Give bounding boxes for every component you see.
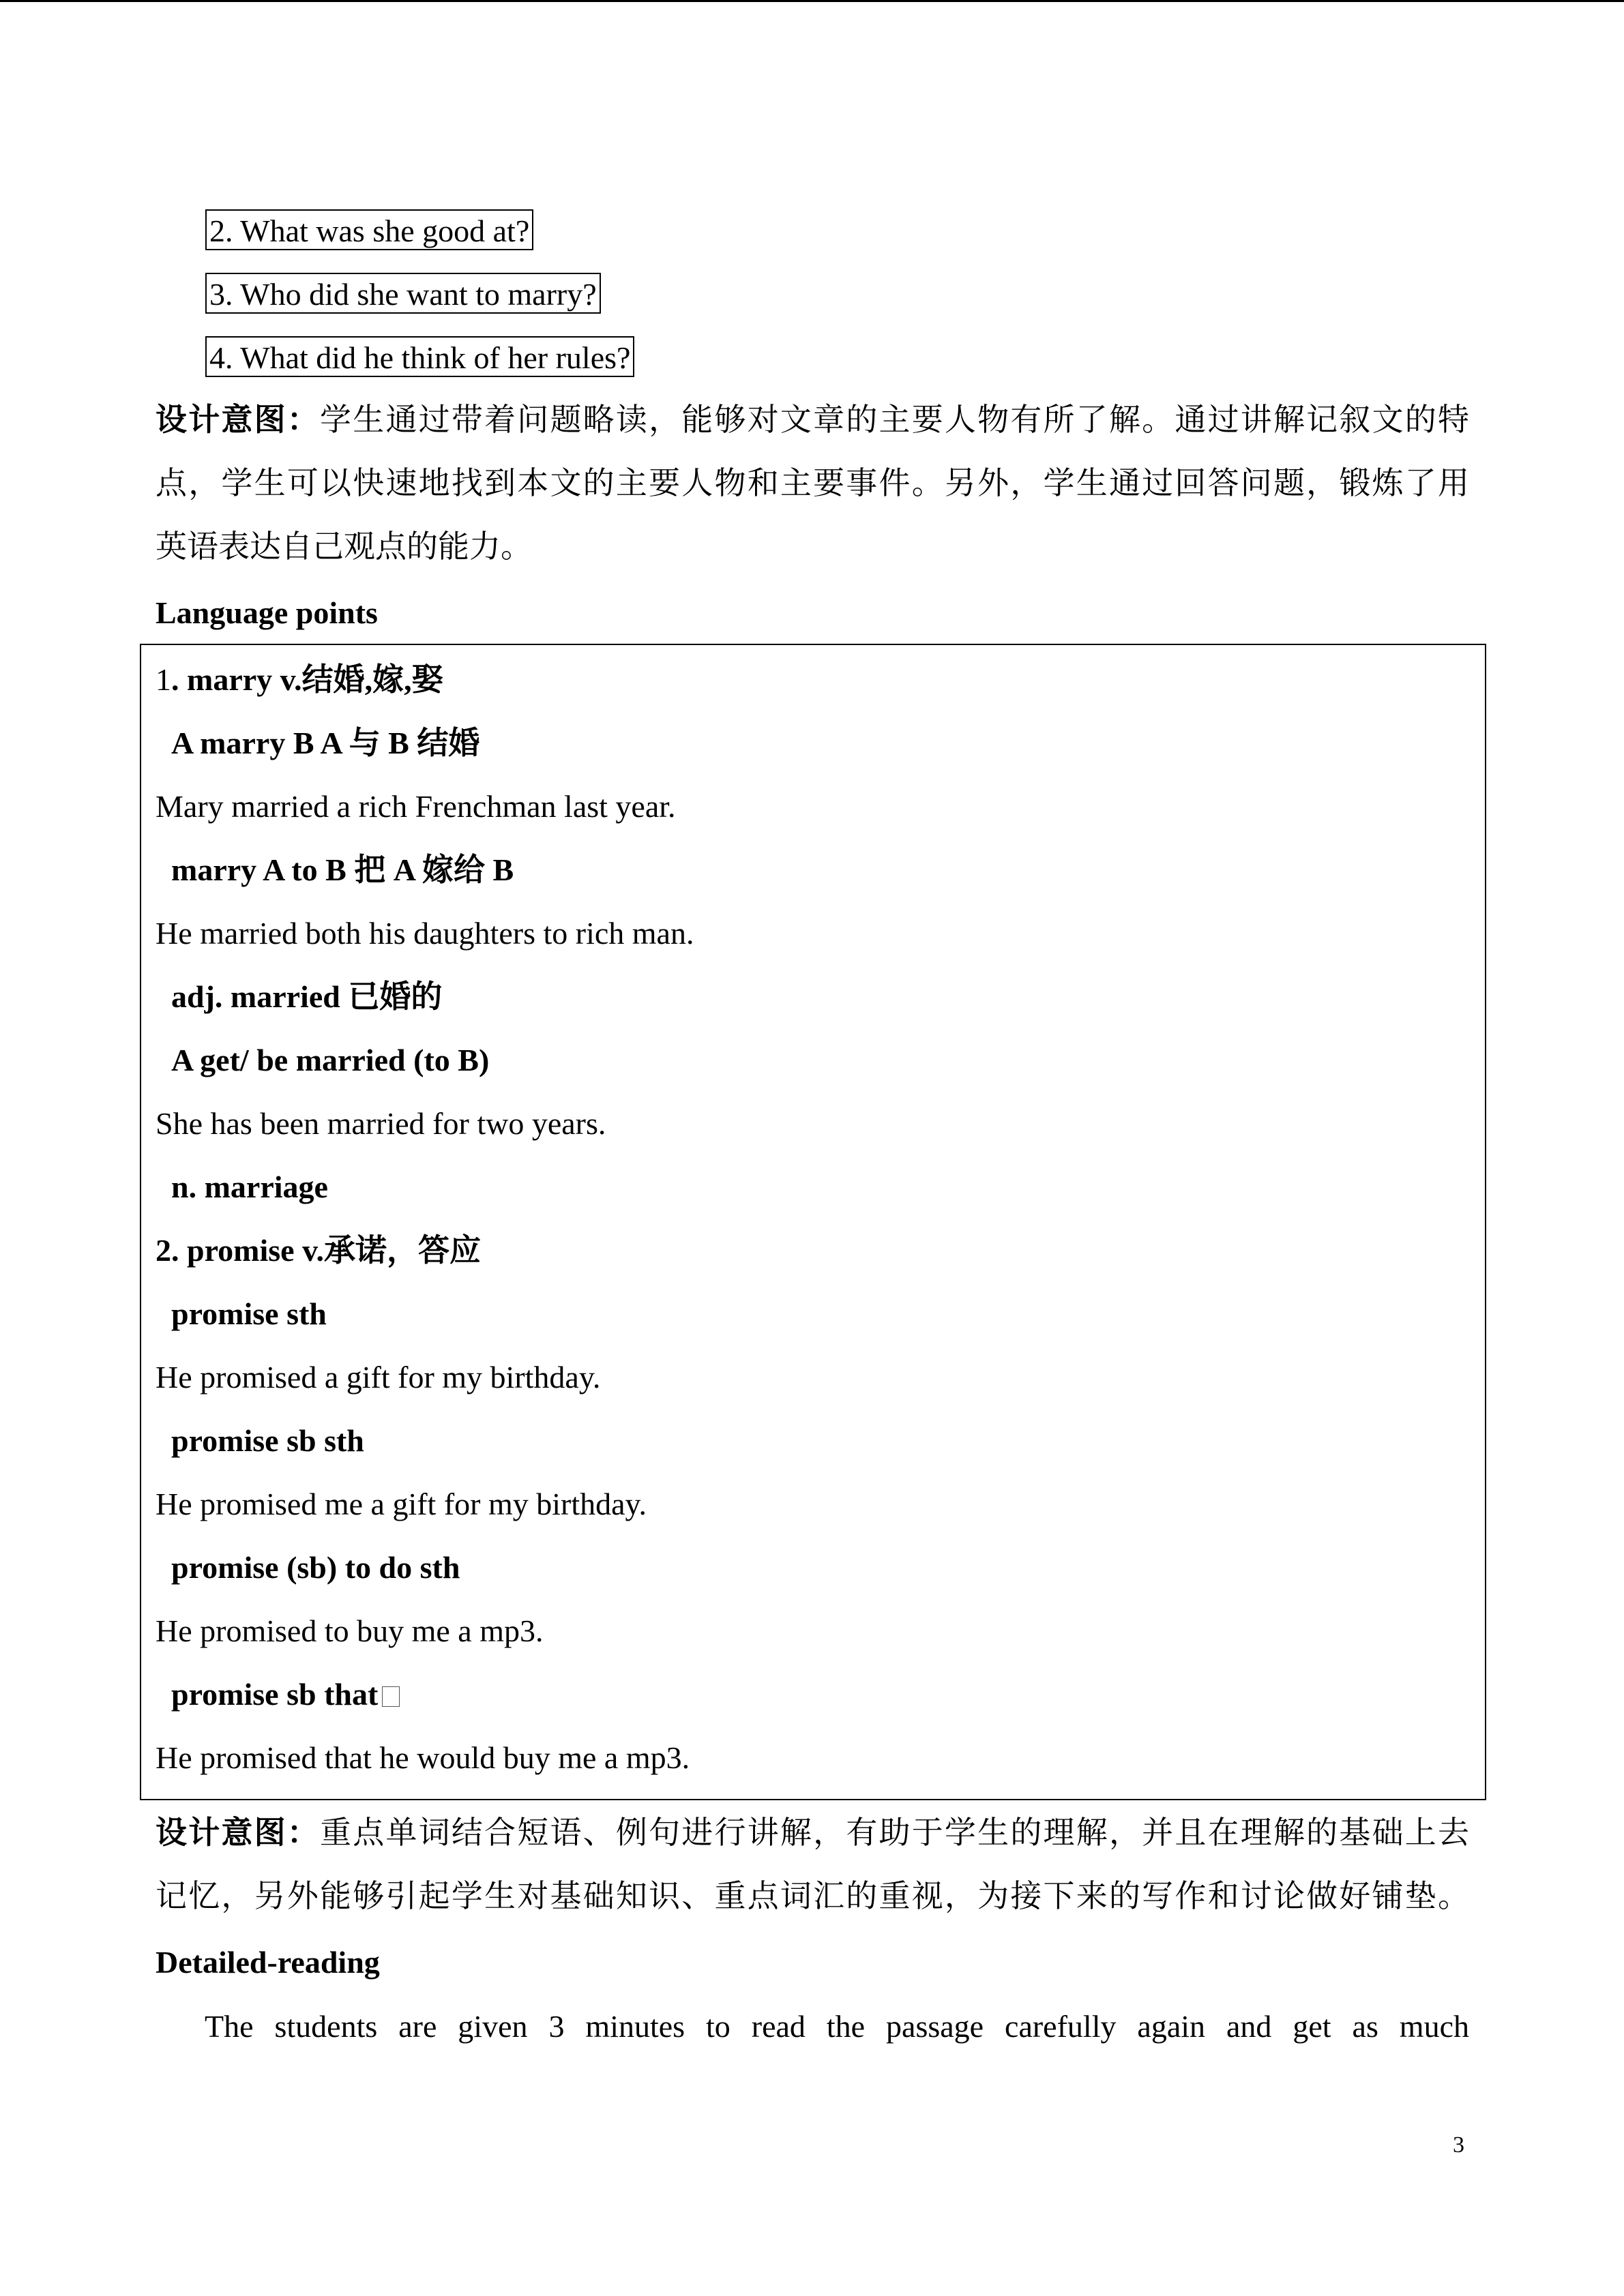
question-3-box: 3. Who did she want to marry? [205, 273, 601, 314]
missing-glyph-box-icon [382, 1686, 400, 1707]
lp-promise-phrase-1: promise sth [171, 1296, 327, 1331]
lp-marry-phrase-1: A marry B A 与 B 结婚 [171, 726, 480, 760]
lp-marry-example-1: Mary married a rich Frenchman last year. [156, 789, 676, 824]
design-intent-2-label: 设计意图： [156, 1815, 321, 1850]
design-intent-1-line-1: 设计意图：学生通过带着问题略读，能够对文章的主要人物有所了解。通过讲解记叙文的特 [156, 402, 1470, 437]
detailed-reading-line-1: The students are given 3 minutes to read the passage carefully again and get as much [205, 2009, 1469, 2044]
design-intent-1-label: 设计意图： [156, 402, 321, 437]
lp-marry-title: 1. marry v.结婚,嫁,娶 [156, 662, 443, 697]
design-intent-1-line-2: 点，学生可以快速地找到本文的主要人物和主要事件。另外，学生通过回答问题，锻炼了用 [156, 466, 1469, 501]
lp-marry-phrase-2: marry A to B 把 A 嫁给 B [171, 852, 514, 887]
lp-marry-phrase-3: adj. married 已婚的 [171, 979, 443, 1014]
lp-promise-phrase-2: promise sb sth [171, 1423, 364, 1458]
design-intent-2-line-1: 设计意图：重点单词结合短语、例句进行讲解，有助于学生的理解，并且在理解的基础上去 [156, 1815, 1470, 1850]
language-points-heading: Language points [156, 595, 378, 630]
lp-promise-phrase-3: promise (sb) to do sth [171, 1550, 460, 1585]
lp-marry-example-3: She has been married for two years. [156, 1106, 606, 1141]
design-intent-2-line-2: 记忆，另外能够引起学生对基础知识、重点词汇的重视，为接下来的写作和讨论做好铺垫。 [156, 1879, 1469, 1913]
lp-promise-title: 2. promise v.承诺，答应 [156, 1233, 482, 1268]
detailed-reading-paragraph [205, 1995, 1469, 2058]
lp-marry-phrase-4: A get/ be married (to B) [171, 1043, 490, 1077]
design-intent-1 [156, 388, 1469, 578]
detailed-reading-heading: Detailed-reading [156, 1945, 380, 1980]
question-2-box: 2. What was she good at? [205, 209, 533, 250]
lp-promise-example-2: He promised me a gift for my birthday. [156, 1487, 647, 1521]
design-intent-1-line-3: 英语表达自己观点的能力。 [156, 529, 532, 564]
lp-promise-example-4: He promised that he would buy me a mp3. [156, 1740, 690, 1775]
page-number: 3 [1453, 2132, 1464, 2158]
question-4-box: 4. What did he think of her rules? [205, 336, 634, 377]
lp-marry-example-2: He married both his daughters to rich man. [156, 916, 694, 951]
top-border-line [0, 0, 1624, 2]
lp-marry-phrase-5: n. marriage [171, 1169, 328, 1204]
lp-promise-example-3: He promised to buy me a mp3. [156, 1613, 544, 1648]
lp-promise-example-1: He promised a gift for my birthday. [156, 1360, 601, 1395]
design-intent-2 [156, 1801, 1469, 1928]
lp-promise-phrase-4: promise sb that [171, 1674, 400, 1715]
